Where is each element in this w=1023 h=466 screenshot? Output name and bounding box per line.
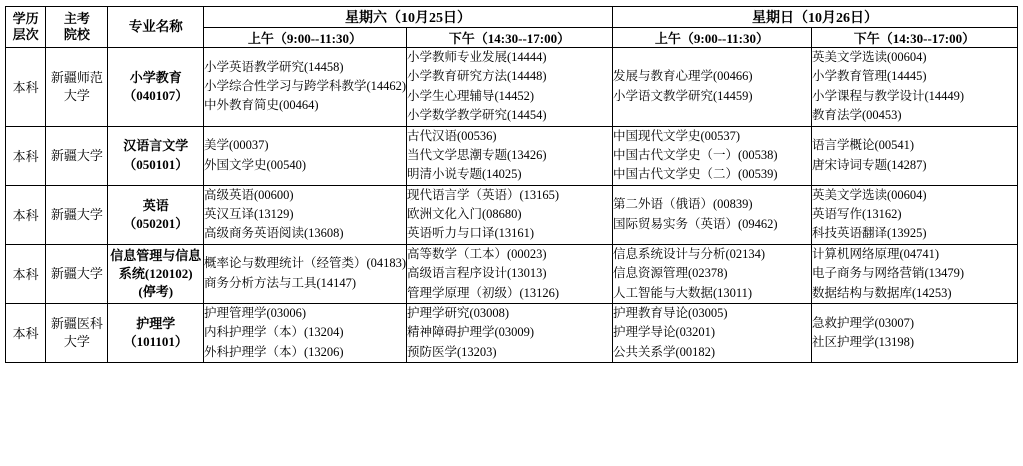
course-item: 高等数学（工本）(00023) bbox=[406, 246, 547, 261]
header-major: 专业名称 bbox=[108, 7, 203, 48]
school-line-1: 新疆大学 bbox=[50, 147, 103, 163]
cell-major bbox=[108, 244, 203, 303]
course-item: 美学(00037) bbox=[203, 138, 269, 153]
cell-level: 本科 bbox=[6, 185, 46, 244]
school-line-1: 新疆大学 bbox=[50, 266, 103, 282]
major-code: （050201） bbox=[123, 215, 189, 231]
cell-level: 本科 bbox=[6, 126, 46, 185]
cell-school bbox=[46, 303, 108, 362]
course-item: 小学生心理辅导(14452) bbox=[406, 88, 535, 103]
course-item: 社区护理学(13198) bbox=[811, 334, 915, 349]
cell-sat-pm bbox=[406, 303, 612, 362]
table-row bbox=[6, 48, 1018, 127]
major-code: （040107） bbox=[123, 87, 189, 103]
table-header-row-1 bbox=[6, 7, 1018, 28]
course-item: 教育法学(00453) bbox=[811, 108, 902, 123]
course-item: 概率论与数理统计（经管类）(04183) bbox=[203, 256, 406, 271]
header-sat-morning: 上午（9:00--11:30） bbox=[203, 28, 406, 48]
course-item: 英美文学选读(00604) bbox=[811, 50, 927, 64]
course-item: 信息系统设计与分析(02134) bbox=[612, 246, 766, 261]
cell-sun-pm bbox=[811, 244, 1017, 303]
cell-sun-pm bbox=[811, 185, 1017, 244]
header-saturday: 星期六（10月25日） bbox=[203, 7, 612, 28]
cell-sat-pm bbox=[406, 185, 612, 244]
cell-sun-pm bbox=[811, 126, 1017, 185]
course-item: 数据结构与数据库(14253) bbox=[811, 285, 952, 300]
major-note: (停考) bbox=[138, 283, 174, 299]
course-item: 现代语言学（英语）(13165) bbox=[406, 187, 560, 202]
course-item: 唐宋诗词专题(14287) bbox=[811, 157, 927, 172]
cell-major bbox=[108, 303, 203, 362]
cell-sat-pm bbox=[406, 48, 612, 127]
course-item: 护理管理学(03006) bbox=[203, 305, 307, 320]
header-school-line2: 院校 bbox=[63, 27, 90, 42]
exam-schedule-table bbox=[5, 6, 1018, 363]
major-code: （101101） bbox=[123, 333, 188, 349]
cell-sat-am bbox=[203, 48, 406, 127]
course-item: 高级英语(00600) bbox=[203, 187, 294, 202]
course-item: 小学语文教学研究(14459) bbox=[612, 88, 753, 103]
major-name: 英语 bbox=[142, 197, 169, 213]
major-code: （050101） bbox=[123, 156, 189, 172]
table-row bbox=[6, 126, 1018, 185]
table-row bbox=[6, 303, 1018, 362]
course-item: 中国古代文学史（二）(00539) bbox=[612, 167, 778, 182]
header-sunday: 星期日（10月26日） bbox=[612, 7, 1017, 28]
cell-school bbox=[46, 244, 108, 303]
course-item: 发展与教育心理学(00466) bbox=[612, 69, 753, 84]
course-item: 内科护理学（本）(13204) bbox=[203, 325, 344, 340]
cell-sat-am bbox=[203, 185, 406, 244]
cell-level: 本科 bbox=[6, 48, 46, 127]
course-item: 古代汉语(00536) bbox=[406, 128, 497, 143]
cell-school bbox=[46, 126, 108, 185]
cell-school bbox=[46, 185, 108, 244]
header-school bbox=[46, 7, 108, 48]
course-item: 高级商务英语阅读(13608) bbox=[203, 226, 344, 241]
course-item: 商务分析方法与工具(14147) bbox=[203, 275, 357, 290]
course-item: 科技英语翻译(13925) bbox=[811, 226, 927, 241]
course-item: 中国古代文学史（一）(00538) bbox=[612, 147, 778, 162]
cell-major bbox=[108, 48, 203, 127]
school-line-1: 新疆医科 bbox=[50, 316, 103, 332]
course-item: 管理学原理（初级）(13126) bbox=[406, 285, 560, 300]
course-item: 外国文学史(00540) bbox=[203, 157, 307, 172]
major-name: 小学教育 bbox=[129, 69, 182, 85]
course-item: 小学综合性学习与跨学科教学(14462) bbox=[203, 79, 406, 94]
course-item: 英语写作(13162) bbox=[811, 207, 902, 221]
major-name: 汉语言文学 bbox=[123, 138, 189, 154]
major-code: 系统(120102) bbox=[118, 265, 193, 281]
course-item: 护理学导论(03201) bbox=[612, 325, 716, 340]
table-row bbox=[6, 185, 1018, 244]
header-school-line1: 主考 bbox=[63, 10, 90, 26]
cell-level: 本科 bbox=[6, 303, 46, 362]
header-sat-afternoon: 下午（14:30--17:00） bbox=[406, 28, 612, 48]
header-level-line1: 学历 bbox=[12, 10, 39, 26]
course-item: 英语听力与口译(13161) bbox=[406, 226, 535, 241]
course-item: 语言学概论(00541) bbox=[811, 138, 915, 153]
major-name: 信息管理与信息 bbox=[110, 247, 202, 263]
school-line-2: 大学 bbox=[63, 87, 90, 103]
course-item: 计算机网络原理(04741) bbox=[811, 246, 940, 261]
cell-sun-am bbox=[612, 303, 811, 362]
course-item: 人工智能与大数据(13011) bbox=[612, 285, 753, 300]
school-line-2: 大学 bbox=[63, 333, 90, 349]
course-item: 急救护理学(03007) bbox=[811, 315, 915, 330]
header-sun-afternoon: 下午（14:30--17:00） bbox=[811, 28, 1017, 48]
table-row bbox=[6, 244, 1018, 303]
cell-sat-am bbox=[203, 126, 406, 185]
course-item: 中外教育简史(00464) bbox=[203, 98, 319, 113]
course-item: 公共关系学(00182) bbox=[612, 344, 716, 359]
course-item: 小学教师专业发展(14444) bbox=[406, 50, 547, 64]
course-item: 小学数学教学研究(14454) bbox=[406, 108, 547, 123]
cell-sat-am bbox=[203, 244, 406, 303]
cell-sat-pm bbox=[406, 244, 612, 303]
cell-sun-pm bbox=[811, 303, 1017, 362]
cell-major bbox=[108, 185, 203, 244]
cell-sat-pm bbox=[406, 126, 612, 185]
cell-major bbox=[108, 126, 203, 185]
course-item: 中国现代文学史(00537) bbox=[612, 128, 741, 143]
course-item: 第二外语（俄语）(00839) bbox=[612, 197, 753, 212]
course-item: 电子商务与网络营销(13479) bbox=[811, 266, 965, 281]
course-item: 外科护理学（本）(13206) bbox=[203, 344, 344, 359]
course-item: 国际贸易实务（英语）(09462) bbox=[612, 216, 778, 231]
header-level bbox=[6, 7, 46, 48]
cell-sun-am bbox=[612, 244, 811, 303]
header-level-line2: 层次 bbox=[12, 27, 39, 42]
course-item: 精神障碍护理学(03009) bbox=[406, 325, 535, 340]
course-item: 小学课程与教学设计(14449) bbox=[811, 88, 965, 103]
major-name: 护理学 bbox=[136, 315, 176, 331]
course-item: 当代文学思潮专题(13426) bbox=[406, 147, 547, 162]
course-item: 小学英语教学研究(14458) bbox=[203, 59, 344, 74]
course-item: 英美文学选读(00604) bbox=[811, 187, 927, 202]
cell-sun-am bbox=[612, 126, 811, 185]
course-item: 预防医学(13203) bbox=[406, 344, 497, 359]
course-item: 小学教育研究方法(14448) bbox=[406, 69, 547, 84]
course-item: 欧洲文化入门(08680) bbox=[406, 207, 522, 221]
course-item: 信息资源管理(02378) bbox=[612, 266, 728, 281]
course-item: 高级语言程序设计(13013) bbox=[406, 266, 547, 281]
cell-sat-am bbox=[203, 303, 406, 362]
course-item: 明清小说专题(14025) bbox=[406, 167, 522, 182]
course-item: 小学教育管理(14445) bbox=[811, 69, 927, 84]
cell-sun-am bbox=[612, 185, 811, 244]
course-item: 护理学研究(03008) bbox=[406, 305, 510, 320]
course-item: 护理教育导论(03005) bbox=[612, 305, 728, 320]
school-line-1: 新疆大学 bbox=[50, 206, 103, 222]
cell-sun-pm bbox=[811, 48, 1017, 127]
cell-level: 本科 bbox=[6, 244, 46, 303]
school-line-1: 新疆师范 bbox=[50, 70, 103, 86]
cell-school bbox=[46, 48, 108, 127]
table-body bbox=[6, 48, 1018, 363]
cell-sun-am bbox=[612, 48, 811, 127]
header-sun-morning: 上午（9:00--11:30） bbox=[612, 28, 811, 48]
course-item: 英汉互译(13129) bbox=[203, 207, 294, 221]
